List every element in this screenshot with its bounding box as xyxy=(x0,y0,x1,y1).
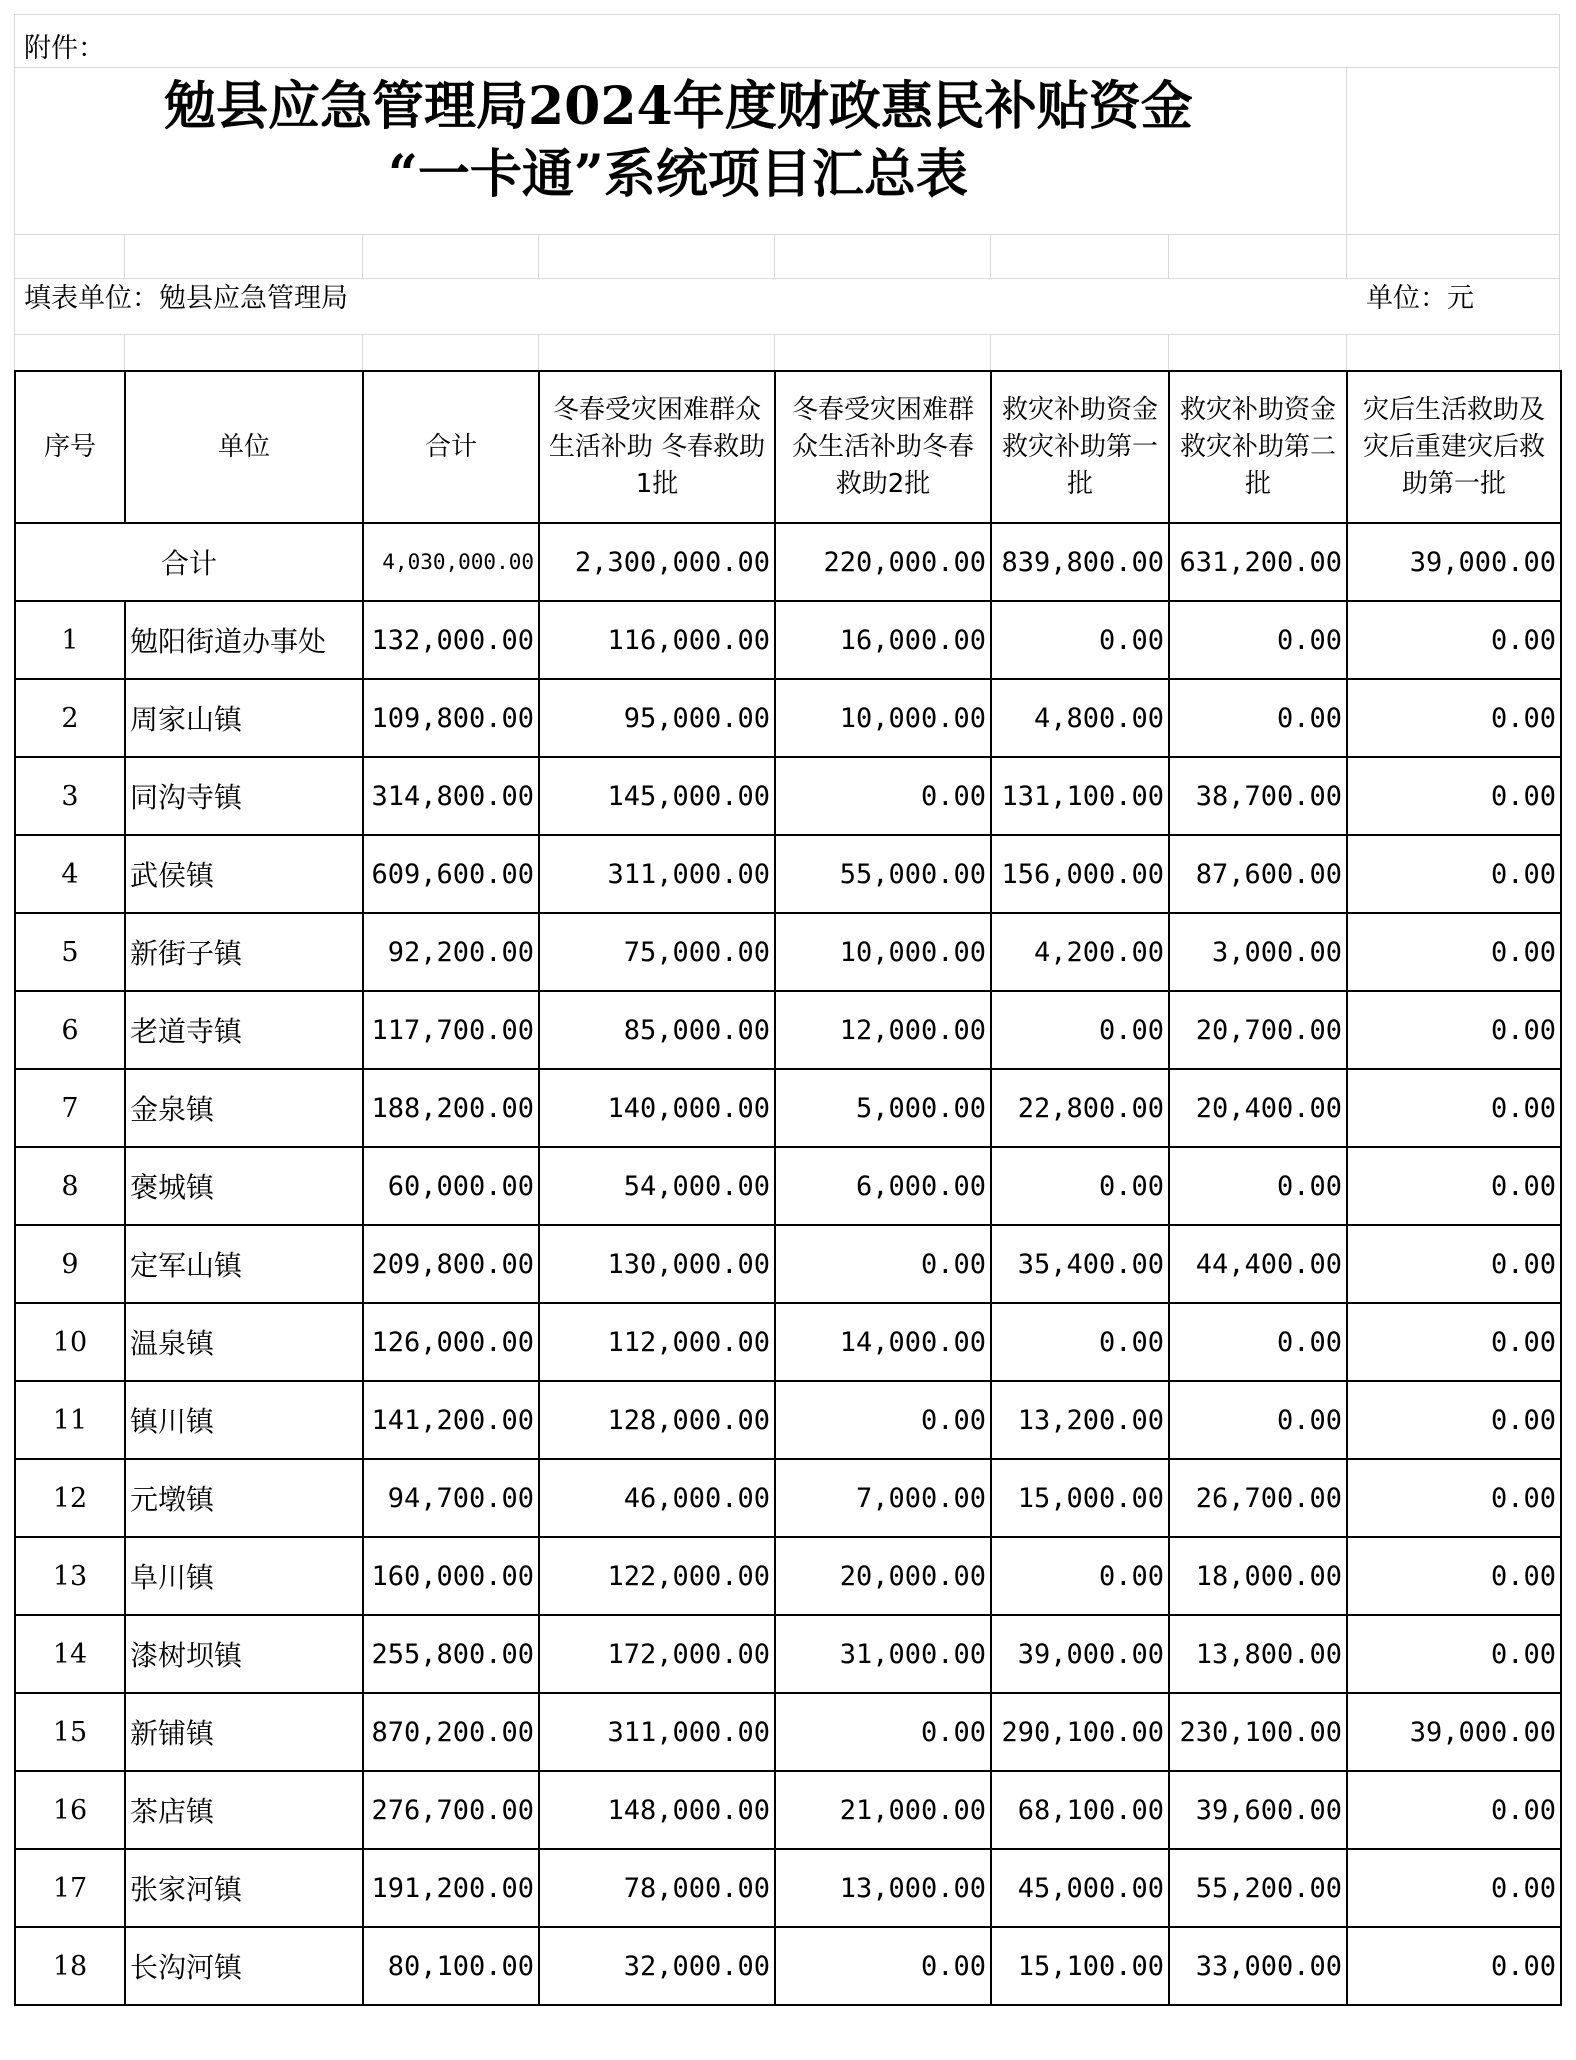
row-number: 14 xyxy=(15,1615,125,1693)
row-amount: 18,000.00 xyxy=(1169,1537,1347,1615)
header-row xyxy=(15,371,1561,523)
row-amount: 0.00 xyxy=(1347,1459,1561,1537)
header-cell: 救灾补助资金 救灾补助第二批 xyxy=(1169,371,1347,523)
row-amount: 311,000.00 xyxy=(539,1693,775,1771)
row-amount: 32,000.00 xyxy=(539,1927,775,2005)
table-row xyxy=(15,679,1561,757)
row-amount: 39,000.00 xyxy=(991,1615,1169,1693)
row-number: 12 xyxy=(15,1459,125,1537)
row-amount: 276,700.00 xyxy=(363,1771,539,1849)
row-amount: 60,000.00 xyxy=(363,1147,539,1225)
row-amount: 95,000.00 xyxy=(539,679,775,757)
table-row xyxy=(15,1849,1561,1927)
row-number: 16 xyxy=(15,1771,125,1849)
row-amount: 20,700.00 xyxy=(1169,991,1347,1069)
row-amount: 22,800.00 xyxy=(991,1069,1169,1147)
table-row xyxy=(15,1381,1561,1459)
row-amount: 0.00 xyxy=(991,1303,1169,1381)
header-cell: 冬春受灾困难群众生活补助冬春救助2批 xyxy=(775,371,991,523)
table-row xyxy=(15,1693,1561,1771)
row-unit-name: 同沟寺镇 xyxy=(125,757,363,835)
row-number: 11 xyxy=(15,1381,125,1459)
total-label: 合计 xyxy=(15,523,363,601)
row-amount: 35,400.00 xyxy=(991,1225,1169,1303)
row-amount: 0.00 xyxy=(991,991,1169,1069)
row-amount: 78,000.00 xyxy=(539,1849,775,1927)
row-amount: 160,000.00 xyxy=(363,1537,539,1615)
row-number: 5 xyxy=(15,913,125,991)
row-amount: 46,000.00 xyxy=(539,1459,775,1537)
grid-row xyxy=(14,334,1560,371)
table-row xyxy=(15,1537,1561,1615)
row-amount: 55,200.00 xyxy=(1169,1849,1347,1927)
total-cell: 39,000.00 xyxy=(1347,523,1561,601)
row-amount: 0.00 xyxy=(775,1225,991,1303)
row-number: 13 xyxy=(15,1537,125,1615)
row-amount: 45,000.00 xyxy=(991,1849,1169,1927)
row-amount: 92,200.00 xyxy=(363,913,539,991)
total-row xyxy=(15,523,1561,601)
row-amount: 0.00 xyxy=(1347,835,1561,913)
row-unit-name: 长沟河镇 xyxy=(125,1927,363,2005)
row-amount: 122,000.00 xyxy=(539,1537,775,1615)
row-amount: 117,700.00 xyxy=(363,991,539,1069)
row-unit-name: 元墩镇 xyxy=(125,1459,363,1537)
row-amount: 130,000.00 xyxy=(539,1225,775,1303)
row-amount: 13,000.00 xyxy=(775,1849,991,1927)
filler-unit: 填表单位：勉县应急管理局 xyxy=(24,283,348,314)
table-row xyxy=(15,1615,1561,1693)
row-unit-name: 武侯镇 xyxy=(125,835,363,913)
currency-unit: 单位：元 xyxy=(1366,283,1474,314)
row-amount: 87,600.00 xyxy=(1169,835,1347,913)
table-row xyxy=(15,991,1561,1069)
row-unit-name: 勉阳街道办事处 xyxy=(125,601,363,679)
row-amount: 0.00 xyxy=(1169,1303,1347,1381)
row-amount: 4,800.00 xyxy=(991,679,1169,757)
row-amount: 126,000.00 xyxy=(363,1303,539,1381)
row-amount: 188,200.00 xyxy=(363,1069,539,1147)
row-amount: 0.00 xyxy=(1347,1849,1561,1927)
total-cell: 220,000.00 xyxy=(775,523,991,601)
row-amount: 0.00 xyxy=(775,757,991,835)
row-amount: 54,000.00 xyxy=(539,1147,775,1225)
row-amount: 13,800.00 xyxy=(1169,1615,1347,1693)
row-number: 4 xyxy=(15,835,125,913)
header-cell: 救灾补助资金 救灾补助第一批 xyxy=(991,371,1169,523)
row-amount: 609,600.00 xyxy=(363,835,539,913)
row-amount: 0.00 xyxy=(1169,679,1347,757)
total-cell: 631,200.00 xyxy=(1169,523,1347,601)
row-unit-name: 金泉镇 xyxy=(125,1069,363,1147)
row-number: 17 xyxy=(15,1849,125,1927)
row-amount: 44,400.00 xyxy=(1169,1225,1347,1303)
table-row xyxy=(15,913,1561,991)
row-amount: 15,100.00 xyxy=(991,1927,1169,2005)
table-row xyxy=(15,1225,1561,1303)
page-title-line1: 勉县应急管理局2024年度财政惠民补贴资金 xyxy=(164,76,1193,137)
total-cell: 2,300,000.00 xyxy=(539,523,775,601)
row-number: 3 xyxy=(15,757,125,835)
row-amount: 21,000.00 xyxy=(775,1771,991,1849)
row-amount: 12,000.00 xyxy=(775,991,991,1069)
row-amount: 13,200.00 xyxy=(991,1381,1169,1459)
table-row xyxy=(15,1927,1561,2005)
row-amount: 39,000.00 xyxy=(1347,1693,1561,1771)
row-amount: 0.00 xyxy=(991,1147,1169,1225)
table-row xyxy=(15,1069,1561,1147)
row-amount: 20,400.00 xyxy=(1169,1069,1347,1147)
row-amount: 26,700.00 xyxy=(1169,1459,1347,1537)
row-amount: 132,000.00 xyxy=(363,601,539,679)
row-number: 2 xyxy=(15,679,125,757)
header-cell: 灾后生活救助及灾后重建灾后救助第一批 xyxy=(1347,371,1561,523)
row-unit-name: 漆树坝镇 xyxy=(125,1615,363,1693)
row-number: 9 xyxy=(15,1225,125,1303)
row-amount: 20,000.00 xyxy=(775,1537,991,1615)
row-amount: 3,000.00 xyxy=(1169,913,1347,991)
total-cell: 839,800.00 xyxy=(991,523,1169,601)
row-amount: 75,000.00 xyxy=(539,913,775,991)
row-amount: 290,100.00 xyxy=(991,1693,1169,1771)
header-cell: 序号 xyxy=(15,371,125,523)
row-number: 6 xyxy=(15,991,125,1069)
row-amount: 230,100.00 xyxy=(1169,1693,1347,1771)
row-amount: 14,000.00 xyxy=(775,1303,991,1381)
row-amount: 0.00 xyxy=(1347,1225,1561,1303)
row-amount: 68,100.00 xyxy=(991,1771,1169,1849)
header-cell: 单位 xyxy=(125,371,363,523)
summary-table xyxy=(14,370,1562,2006)
row-amount: 0.00 xyxy=(1347,679,1561,757)
row-amount: 311,000.00 xyxy=(539,835,775,913)
row-unit-name: 褒城镇 xyxy=(125,1147,363,1225)
row-amount: 870,200.00 xyxy=(363,1693,539,1771)
row-amount: 0.00 xyxy=(991,601,1169,679)
row-amount: 0.00 xyxy=(1347,991,1561,1069)
row-amount: 7,000.00 xyxy=(775,1459,991,1537)
row-amount: 0.00 xyxy=(1347,1927,1561,2005)
row-number: 10 xyxy=(15,1303,125,1381)
total-cell: 4,030,000.00 xyxy=(363,523,539,601)
row-unit-name: 镇川镇 xyxy=(125,1381,363,1459)
row-amount: 0.00 xyxy=(1347,1615,1561,1693)
row-amount: 141,200.00 xyxy=(363,1381,539,1459)
row-unit-name: 温泉镇 xyxy=(125,1303,363,1381)
row-amount: 0.00 xyxy=(1347,913,1561,991)
row-amount: 15,000.00 xyxy=(991,1459,1169,1537)
row-amount: 80,100.00 xyxy=(363,1927,539,2005)
row-amount: 0.00 xyxy=(1347,601,1561,679)
row-amount: 148,000.00 xyxy=(539,1771,775,1849)
row-unit-name: 茶店镇 xyxy=(125,1771,363,1849)
row-amount: 314,800.00 xyxy=(363,757,539,835)
row-unit-name: 定军山镇 xyxy=(125,1225,363,1303)
row-amount: 209,800.00 xyxy=(363,1225,539,1303)
row-amount: 39,600.00 xyxy=(1169,1771,1347,1849)
grid-row xyxy=(14,14,1560,68)
header-cell: 冬春受灾困难群众生活补助 冬春救助1批 xyxy=(539,371,775,523)
row-amount: 0.00 xyxy=(775,1927,991,2005)
table-row xyxy=(15,1303,1561,1381)
row-amount: 55,000.00 xyxy=(775,835,991,913)
row-amount: 0.00 xyxy=(1347,1381,1561,1459)
row-amount: 6,000.00 xyxy=(775,1147,991,1225)
table-row xyxy=(15,835,1561,913)
row-amount: 0.00 xyxy=(1347,757,1561,835)
row-number: 18 xyxy=(15,1927,125,2005)
row-amount: 10,000.00 xyxy=(775,913,991,991)
row-unit-name: 阜川镇 xyxy=(125,1537,363,1615)
row-amount: 0.00 xyxy=(1169,1147,1347,1225)
row-amount: 0.00 xyxy=(1169,601,1347,679)
row-amount: 33,000.00 xyxy=(1169,1927,1347,2005)
row-amount: 31,000.00 xyxy=(775,1615,991,1693)
table-row xyxy=(15,1147,1561,1225)
header-cell: 合计 xyxy=(363,371,539,523)
row-unit-name: 张家河镇 xyxy=(125,1849,363,1927)
row-amount: 109,800.00 xyxy=(363,679,539,757)
row-amount: 140,000.00 xyxy=(539,1069,775,1147)
table-row xyxy=(15,601,1561,679)
row-unit-name: 新街子镇 xyxy=(125,913,363,991)
row-number: 1 xyxy=(15,601,125,679)
row-amount: 255,800.00 xyxy=(363,1615,539,1693)
row-amount: 0.00 xyxy=(775,1381,991,1459)
row-number: 15 xyxy=(15,1693,125,1771)
row-amount: 0.00 xyxy=(991,1537,1169,1615)
row-amount: 10,000.00 xyxy=(775,679,991,757)
row-amount: 156,000.00 xyxy=(991,835,1169,913)
table-row xyxy=(15,1459,1561,1537)
attachment-label: 附件： xyxy=(24,33,105,64)
row-amount: 4,200.00 xyxy=(991,913,1169,991)
row-amount: 5,000.00 xyxy=(775,1069,991,1147)
row-amount: 191,200.00 xyxy=(363,1849,539,1927)
row-number: 7 xyxy=(15,1069,125,1147)
row-unit-name: 老道寺镇 xyxy=(125,991,363,1069)
row-amount: 0.00 xyxy=(1347,1069,1561,1147)
row-amount: 85,000.00 xyxy=(539,991,775,1069)
row-number: 8 xyxy=(15,1147,125,1225)
row-amount: 145,000.00 xyxy=(539,757,775,835)
row-amount: 0.00 xyxy=(775,1693,991,1771)
row-amount: 0.00 xyxy=(1347,1147,1561,1225)
row-amount: 0.00 xyxy=(1347,1771,1561,1849)
table-row xyxy=(15,757,1561,835)
row-amount: 116,000.00 xyxy=(539,601,775,679)
row-unit-name: 周家山镇 xyxy=(125,679,363,757)
row-amount: 112,000.00 xyxy=(539,1303,775,1381)
table-row xyxy=(15,1771,1561,1849)
row-amount: 128,000.00 xyxy=(539,1381,775,1459)
row-amount: 0.00 xyxy=(1169,1381,1347,1459)
row-amount: 172,000.00 xyxy=(539,1615,775,1693)
row-amount: 16,000.00 xyxy=(775,601,991,679)
row-amount: 94,700.00 xyxy=(363,1459,539,1537)
row-amount: 131,100.00 xyxy=(991,757,1169,835)
row-amount: 0.00 xyxy=(1347,1303,1561,1381)
grid-row xyxy=(14,234,1560,279)
row-amount: 38,700.00 xyxy=(1169,757,1347,835)
row-amount: 0.00 xyxy=(1347,1537,1561,1615)
row-unit-name: 新铺镇 xyxy=(125,1693,363,1771)
page-title-line2: “一卡通”系统项目汇总表 xyxy=(388,144,968,205)
